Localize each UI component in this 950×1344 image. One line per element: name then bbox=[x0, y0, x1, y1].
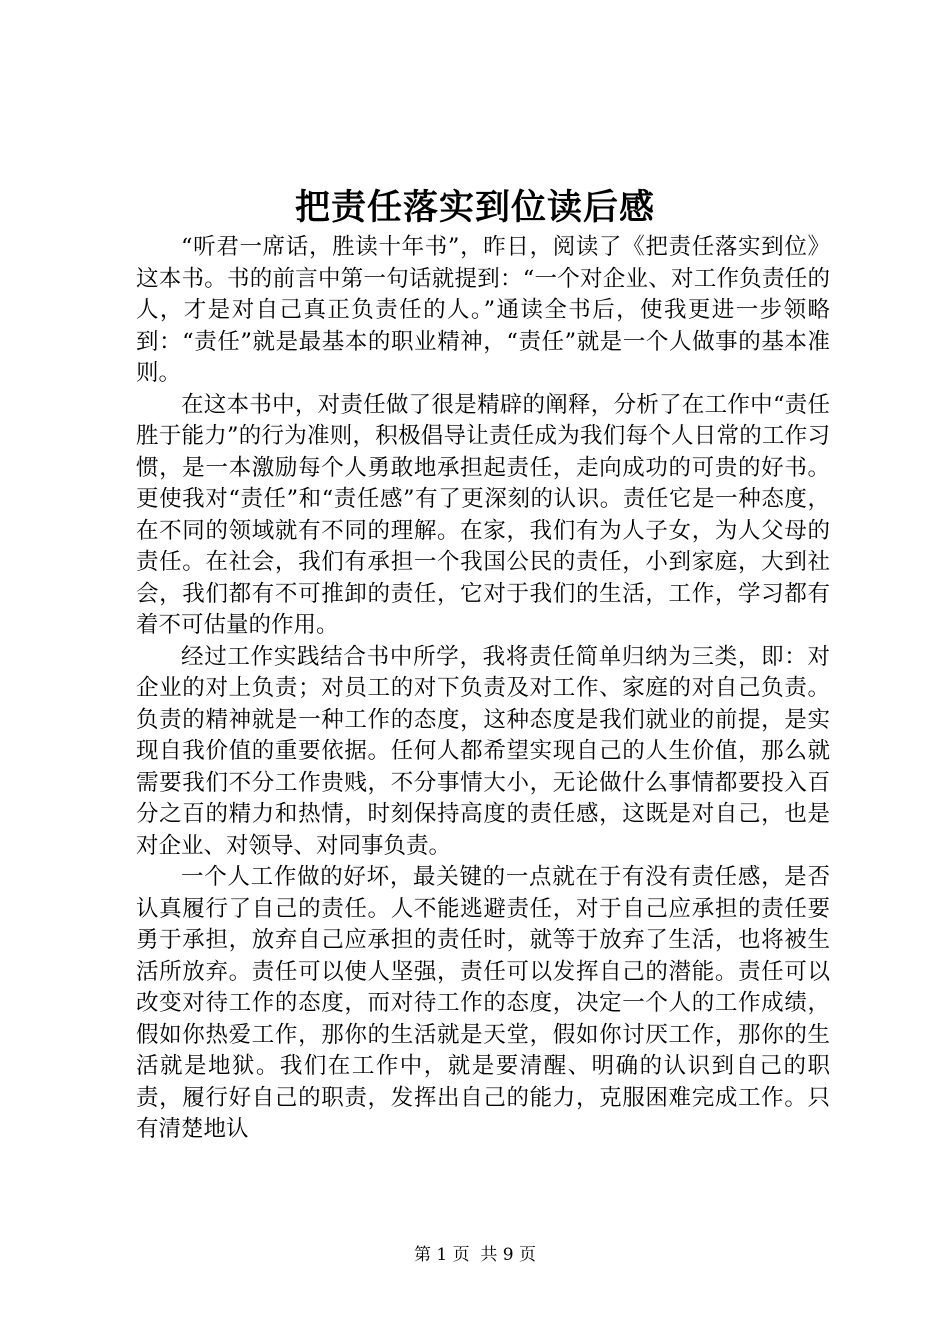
paragraph: 经过工作实践结合书中所学，我将责任简单归纳为三类，即：对企业的对上负责；对员工的对下负责及对工作、家庭的对自己负责。负责的精神就是一种工作的态度，这种态度是我们就业的前提，是实现自我价值的重要依据。任何人都希望实现自己的人生价值，那么就需要我们不分工作贵贱，不分事情大小，无论做什么事情都要投入百分之百的精力和热情，时刻保持高度的责任感，这既是对自己，也是对企业、对领导、对同事负责。 bbox=[136, 643, 830, 859]
document-body bbox=[136, 232, 830, 1146]
paragraph: 在这本书中，对责任做了很是精辟的阐释，分析了在工作中“责任胜于能力”的行为准则，积极倡导让责任成为我们每个人日常的工作习惯，是一本激励每个人勇敢地承担起责任，走向成功的可贵的好书。更使我对“责任”和“责任感”有了更深刻的认识。责任它是一种态度，在不同的领域就有不同的理解。在家，我们有为人子女，为人父母的责任。在社会，我们有承担一个我国公民的责任，小到家庭，大到社会，我们都有不可推卸的责任，它对于我们的生活，工作，学习都有着不可估量的作用。 bbox=[136, 391, 830, 638]
document-title: 把责任落实到位读后感 bbox=[294, 187, 655, 228]
paragraph: “听君一席话，胜读十年书”，昨日，阅读了《把责任落实到位》这本书。书的前言中第一句话就提到：“一个对企业、对工作负责任的人，才是对自己真正负责任的人。”通读全书后，使我更进一步领略到：“责任”就是最基本的职业精神，“责任”就是一个人做事的基本准则。 bbox=[136, 234, 830, 386]
page-number-label: 第 1 页 共 9 页 bbox=[413, 1245, 537, 1265]
paragraph: 一个人工作做的好坏，最关键的一点就在于有没有责任感，是否认真履行了自己的责任。人不能逃避责任，对于自己应承担的责任要勇于承担，放弃自己应承担的责任时，就等于放弃了生活，也将被生活所放弃。责任可以使人坚强，责任可以发挥自己的潜能。责任可以改变对待工作的态度，而对待工作的态度，决定一个人的工作成绩，假如你热爱工作，那你的生活就是天堂，假如你讨厌工作，那你的生活就是地狱。我们在工作中，就是要清醒、明确的认识到自己的职责，履行好自己的职责，发挥出自己的能力，克服困难完成工作。只有清楚地认 bbox=[136, 864, 830, 1142]
page-footer bbox=[0, 1243, 950, 1267]
